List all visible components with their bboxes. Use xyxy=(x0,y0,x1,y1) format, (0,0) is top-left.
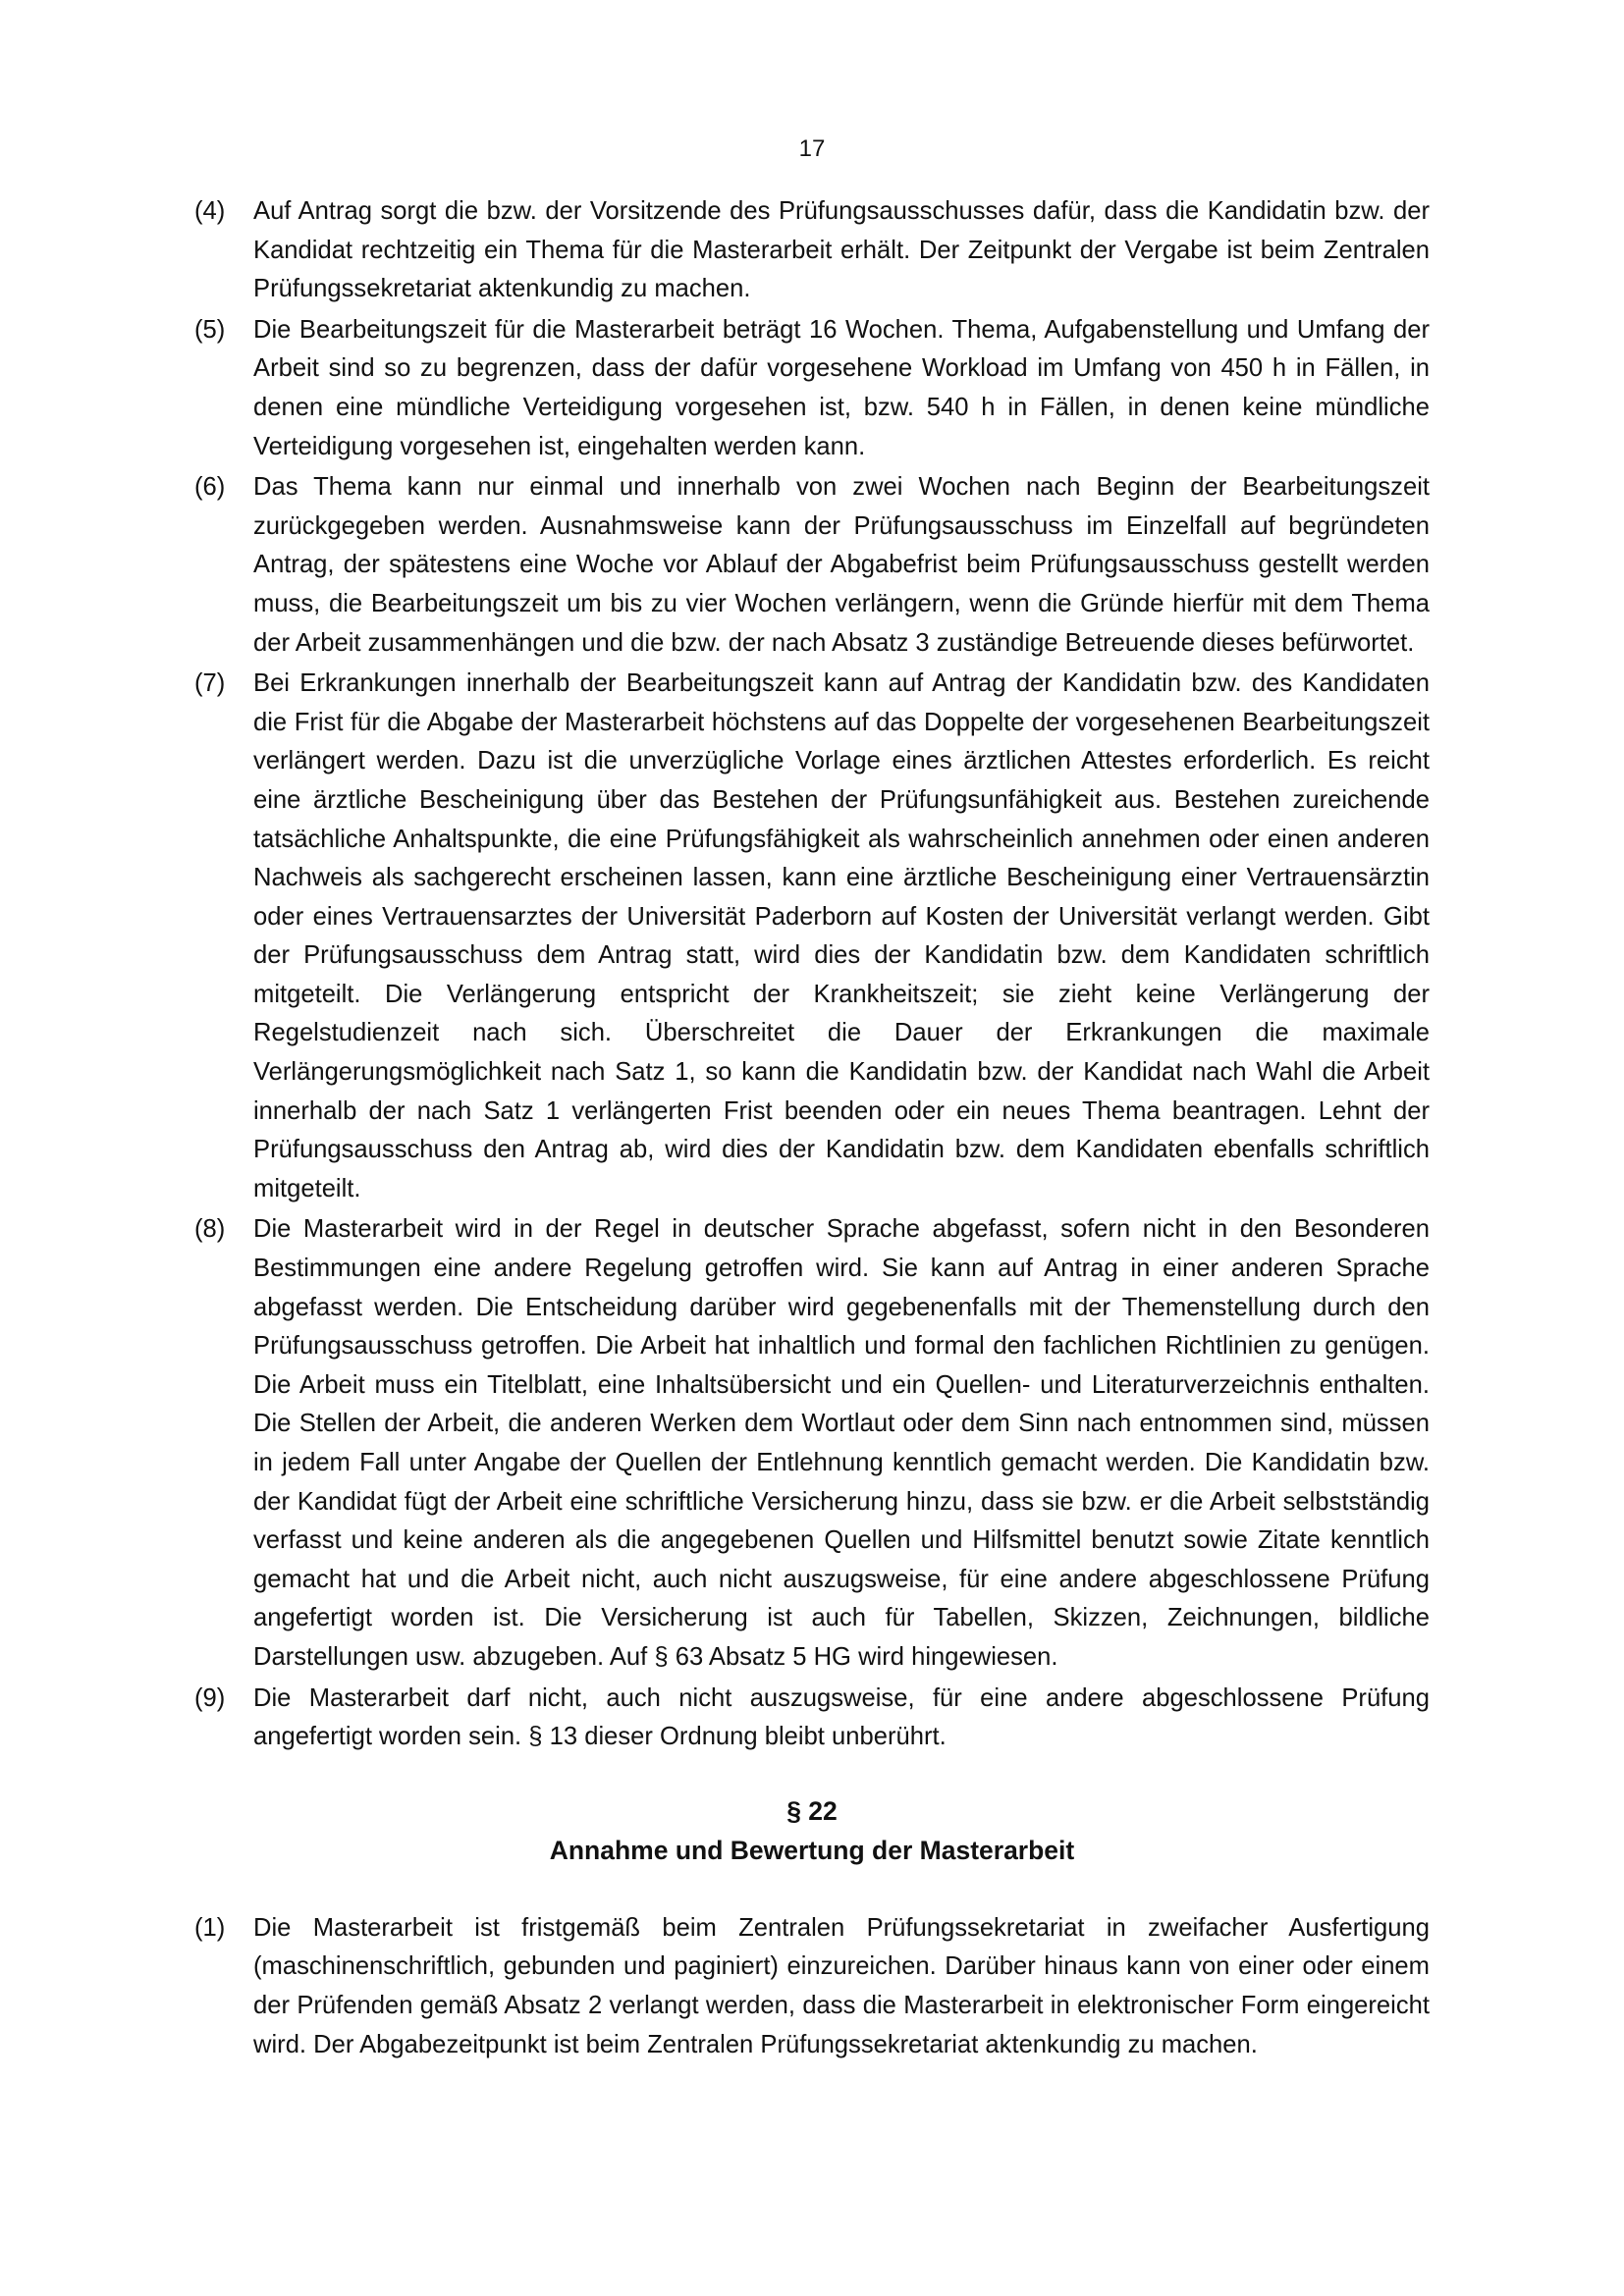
paragraph-text: Bei Erkrankungen innerhalb der Bearbeitungszeit kann auf Antrag der Kandidatin bzw. des Kandidaten die Frist für die Abgabe der Masterarbeit höchstens auf das Doppelte der vorgesehenen Bearbeitungszeit verlängert werden. Dazu ist die unverzügliche Vorlage eines ärztlichen Attestes erforderlich. Es reicht eine ärztliche Bescheinigung über das Bestehen der Prüfungsunfähigkeit aus. Bestehen zureichende tatsächliche Anhaltspunkte, die eine Prüfungsfähigkeit als wahrscheinlich annehmen oder einen anderen Nachweis als sachgerecht erscheinen lassen, kann eine ärztliche Bescheinigung einer Vertrauensärztin oder eines Vertrauensarztes der Universität Paderborn auf Kosten der Universität verlangt werden. Gibt der Prüfungsausschuss dem Antrag statt, wird dies der Kandidatin bzw. dem Kandidaten schriftlich mitgeteilt. Die Verlängerung entspricht der Krankheitszeit; sie zieht keine Verlängerung der Regelstudienzeit nach sich. Überschreitet die Dauer der Erkrankungen die maximale Verlängerungsmöglichkeit nach Satz 1, so kann die Kandidatin bzw. der Kandidat nach Wahl die Arbeit innerhalb der nach Satz 1 verlängerten Frist beenden oder ein neues Thema beantragen. Lehnt der Prüfungsausschuss den Antrag ab, wird dies der Kandidatin bzw. dem Kandidaten ebenfalls schriftlich mitgeteilt. xyxy=(253,669,1430,1202)
paragraph-1 xyxy=(194,1909,1430,2064)
page-number: 17 xyxy=(798,135,826,162)
paragraph-5 xyxy=(194,311,1430,466)
paragraph-number: (8) xyxy=(194,1215,226,1244)
page-content xyxy=(194,192,1430,2066)
paragraph-text: Die Masterarbeit wird in der Regel in deutscher Sprache abgefasst, sofern nicht in den Besonderen Bestimmungen eine andere Regelung getroffen wird. Sie kann auf Antrag in einer anderen Sprache abgefasst werden. Die Entscheidung darüber wird gegebenenfalls mit der Themenstellung durch den Prüfungsausschuss getroffen. Die Arbeit hat inhaltlich und formal den fachlichen Richtlinien zu genügen. Die Arbeit muss ein Titelblatt, eine Inhaltsübersicht und ein Quellen- und Literaturverzeichnis enthalten. Die Stellen der Arbeit, die anderen Werken dem Wortlaut oder dem Sinn nach entnommen sind, müssen in jedem Fall unter Angabe der Quellen der Entlehnung kenntlich gemacht werden. Die Kandidatin bzw. der Kandidat fügt der Arbeit eine schriftliche Versicherung hinzu, dass sie bzw. er die Arbeit selbstständig verfasst und keine anderen als die angegebenen Quellen und Hilfsmittel benutzt sowie Zitate kenntlich gemacht hat und die Arbeit nicht, auch nicht auszugsweise, für eine andere abgeschlossene Prüfung angefertigt worden ist. Die Versicherung ist auch für Tabellen, Skizzen, Zeichnungen, bildliche Darstellungen usw. abzugeben. Auf § 63 Absatz 5 HG wird hingewiesen. xyxy=(253,1215,1430,1671)
paragraph-text: Die Masterarbeit darf nicht, auch nicht auszugsweise, für eine andere abgeschlossene Prüfung angefertigt worden sein. § 13 dieser Ordnung bleibt unberührt. xyxy=(253,1683,1430,1751)
paragraph-number: (7) xyxy=(194,669,226,698)
paragraph-text: Auf Antrag sorgt die bzw. der Vorsitzende des Prüfungsausschusses dafür, dass die Kandidatin bzw. der Kandidat rechtzeitig ein Thema für die Masterarbeit erhält. Der Zeitpunkt der Vergabe ist beim Zentralen Prüfungssekretariat aktenkundig zu machen. xyxy=(253,197,1430,303)
paragraph-text: Die Bearbeitungszeit für die Masterarbeit beträgt 16 Wochen. Thema, Aufgabenstellung und Umfang der Arbeit sind so zu begrenzen, dass der dafür vorgesehene Workload im Umfang von 450 h in Fällen, in denen eine mündliche Verteidigung vorgesehen ist, bzw. 540 h in Fällen, in denen keine mündliche Verteidigung vorgesehen ist, eingehalten werden kann. xyxy=(253,315,1430,460)
paragraph-8 xyxy=(194,1210,1430,1677)
paragraph-text: Die Masterarbeit ist fristgemäß beim Zentralen Prüfungssekretariat in zweifacher Ausfertigung (maschinenschriftlich, gebunden und paginiert) einzureichen. Darüber hinaus kann von einer oder einem der Prüfenden gemäß Absatz 2 verlangt werden, dass die Masterarbeit in elektronischer Form eingereicht wird. Der Abgabezeitpunkt ist beim Zentralen Prüfungssekretariat aktenkundig zu machen. xyxy=(253,1913,1430,2058)
paragraph-number: (1) xyxy=(194,1913,226,1942)
paragraph-9 xyxy=(194,1680,1430,1757)
paragraph-number: (4) xyxy=(194,197,226,225)
paragraph-6 xyxy=(194,468,1430,663)
section-heading xyxy=(194,1791,1430,1870)
paragraph-7 xyxy=(194,665,1430,1208)
paragraph-number: (5) xyxy=(194,315,226,344)
paragraph-number: (6) xyxy=(194,473,226,502)
section-title: Annahme und Bewertung der Masterarbeit xyxy=(549,1835,1075,1865)
section-number: § 22 xyxy=(786,1795,838,1826)
paragraph-number: (9) xyxy=(194,1683,226,1712)
paragraph-text: Das Thema kann nur einmal und innerhalb von zwei Wochen nach Beginn der Bearbeitungszeit zurückgegeben werden. Ausnahmsweise kann der Prüfungsausschuss im Einzelfall auf begründeten Antrag, der spätestens eine Woche vor Ablauf der Abgabefrist beim Prüfungsausschuss gestellt werden muss, die Bearbeitungszeit um bis zu vier Wochen verlängern, wenn die Gründe hierfür mit dem Thema der Arbeit zusammenhängen und die bzw. der nach Absatz 3 zuständige Betreuende dieses befürwortet. xyxy=(253,473,1430,657)
paragraph-4 xyxy=(194,192,1430,309)
